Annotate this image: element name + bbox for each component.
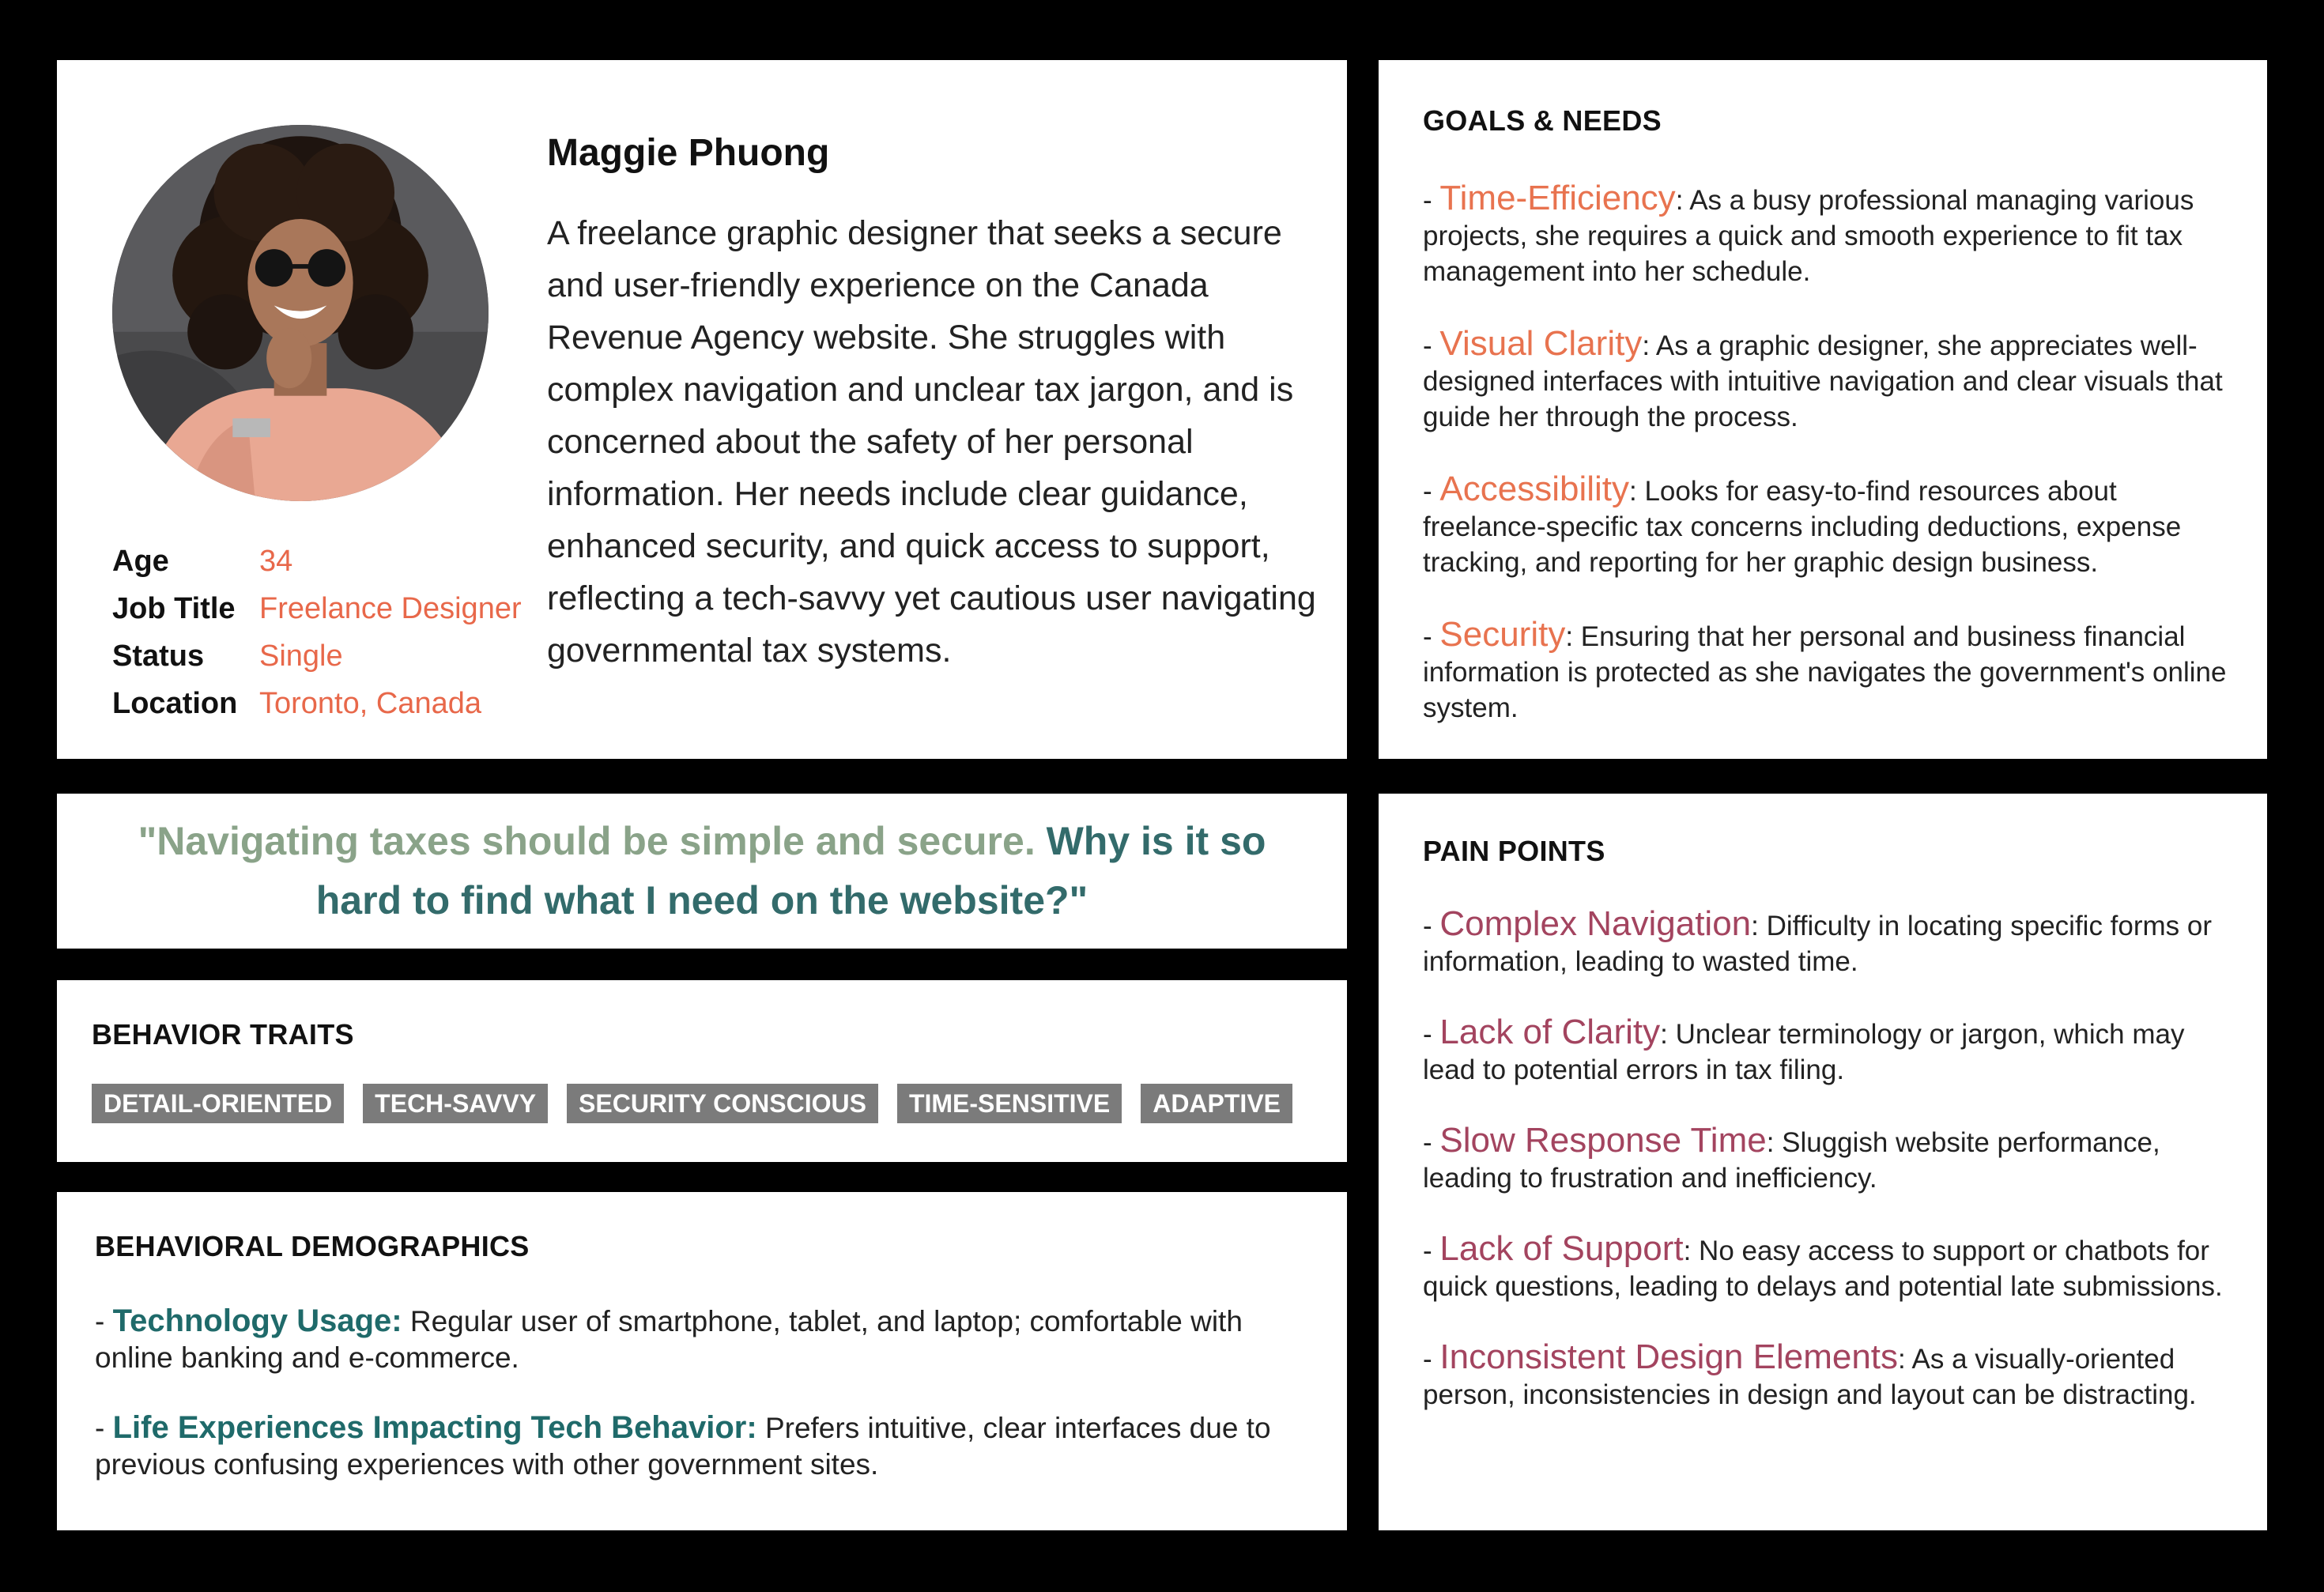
dash: - xyxy=(1423,621,1440,652)
item-title: Security xyxy=(1439,615,1566,654)
item-text: : As a busy professional managing various projects, she requires a quick and smooth experience to fit tax management into her schedule. xyxy=(1423,185,2194,287)
list-item xyxy=(95,1303,1312,1376)
behavior-traits-heading: BEHAVIOR TRAITS xyxy=(92,1018,354,1051)
item-title: Accessibility xyxy=(1439,470,1630,508)
list-item xyxy=(1423,471,2237,580)
item-title: Lack of Support xyxy=(1439,1229,1684,1268)
detail-value: Toronto, Canada xyxy=(259,687,481,720)
trait-chip: ADAPTIVE xyxy=(1141,1084,1292,1123)
trait-chip: TIME-SENSITIVE xyxy=(897,1084,1122,1123)
detail-row-status xyxy=(112,632,522,680)
list-item xyxy=(1423,1339,2237,1413)
pain-points-heading: PAIN POINTS xyxy=(1423,835,1605,867)
list-item xyxy=(1423,180,2237,289)
dash: - xyxy=(1423,1344,1440,1375)
list-item xyxy=(1423,1231,2237,1304)
detail-label: Age xyxy=(112,545,169,578)
trait-chip: SECURITY CONSCIOUS xyxy=(567,1084,878,1123)
trait-chip: TECH-SAVVY xyxy=(363,1084,548,1123)
detail-row-job-title xyxy=(112,585,522,632)
dash: - xyxy=(1423,330,1440,361)
dash: - xyxy=(1423,1127,1440,1158)
list-item xyxy=(95,1409,1312,1483)
item-text: : Difficulty in locating specific forms or information, leading to wasted time. xyxy=(1423,911,2213,977)
persona-bio: A freelance graphic designer that seeks a secure and user-friendly experience on the Canada Revenue Agency website. She struggles with complex navigation and unclear tax jargon, and is concerned about the safety of her personal information. Her needs include clear guidance, enhanced security, and quick access to support, reflecting a tech-savvy yet cautious user navigating governmental tax systems. xyxy=(547,214,1316,670)
item-title: Technology Usage: xyxy=(112,1303,402,1338)
persona-name: Maggie Phuong xyxy=(547,132,830,174)
detail-row-location xyxy=(112,680,522,727)
behavior-traits-card xyxy=(57,980,1347,1162)
goals-needs-card xyxy=(1379,60,2267,759)
item-text: : Sluggish website performance, leading to frustration and inefficiency. xyxy=(1423,1127,2160,1194)
item-title: Slow Response Time xyxy=(1439,1121,1767,1160)
goals-list xyxy=(1423,180,2237,726)
trait-chips xyxy=(92,1084,1292,1123)
list-item xyxy=(1423,906,2237,979)
avatar xyxy=(112,125,489,501)
item-title: Visual Clarity xyxy=(1439,324,1643,363)
item-text: : Unclear terminology or jargon, which may lead to potential errors in tax filing. xyxy=(1423,1019,2185,1085)
item-title: Time-Efficiency xyxy=(1439,179,1676,217)
detail-label: Location xyxy=(112,687,238,720)
quote-part-1: "Navigating taxes should be simple and secure. xyxy=(138,819,1036,863)
profile-card xyxy=(57,60,1347,759)
list-item xyxy=(1423,1014,2237,1088)
dash: - xyxy=(95,1412,113,1444)
item-text: : Ensuring that her personal and business financial information is protected as she navigates the government's online system. xyxy=(1423,621,2227,723)
dash: - xyxy=(1423,1019,1440,1050)
item-title: Complex Navigation xyxy=(1439,904,1752,943)
behavioral-demographics-heading: BEHAVIORAL DEMOGRAPHICS xyxy=(95,1230,530,1262)
dash: - xyxy=(1423,911,1440,941)
pain-points-list xyxy=(1423,906,2237,1413)
item-text: : As a visually-oriented person, inconsistencies in design and layout can be distracting. xyxy=(1423,1344,2197,1410)
item-text: : Looks for easy-to-find resources about freelance-specific tax concerns including deductions, expense tracking, and reporting for her graphic design business. xyxy=(1423,476,2182,578)
item-title: Life Experiences Impacting Tech Behavior: xyxy=(112,1410,757,1445)
list-item xyxy=(1423,1122,2237,1196)
persona-quote xyxy=(101,812,1303,930)
item-title: Inconsistent Design Elements xyxy=(1439,1337,1899,1376)
detail-label: Status xyxy=(112,639,205,673)
detail-value: Freelance Designer xyxy=(259,592,522,625)
detail-value: Single xyxy=(259,639,343,673)
pain-points-card xyxy=(1379,794,2267,1530)
item-text: Regular user of smartphone, tablet, and laptop; comfortable with online banking and e-commerce. xyxy=(95,1305,1243,1374)
behavioral-demographics-card xyxy=(57,1192,1347,1530)
detail-value: 34 xyxy=(259,545,293,578)
dash: - xyxy=(1423,185,1440,216)
item-title: Lack of Clarity xyxy=(1439,1013,1661,1051)
quote-card xyxy=(57,794,1347,949)
dash: - xyxy=(1423,476,1440,507)
demographics-list xyxy=(95,1303,1312,1516)
quote-part-2: Why is it so hard to find what I need on the website?" xyxy=(315,819,1266,922)
persona-details xyxy=(112,538,522,727)
dash: - xyxy=(95,1305,113,1337)
trait-chip: DETAIL-ORIENTED xyxy=(92,1084,344,1123)
dash: - xyxy=(1423,1235,1440,1266)
list-item xyxy=(1423,617,2237,726)
item-text: : No easy access to support or chatbots for quick questions, leading to delays and potential late submissions. xyxy=(1423,1235,2223,1302)
persona-photo-icon xyxy=(112,125,489,501)
detail-row-age xyxy=(112,538,522,585)
detail-label: Job Title xyxy=(112,592,236,625)
item-text: : As a graphic designer, she appreciates well-designed interfaces with intuitive navigation and clear visuals that guide her through the process. xyxy=(1423,330,2223,432)
item-text: Prefers intuitive, clear interfaces due to previous confusing experiences with other government sites. xyxy=(95,1412,1271,1481)
list-item xyxy=(1423,326,2237,435)
goals-needs-heading: GOALS & NEEDS xyxy=(1423,104,1662,137)
